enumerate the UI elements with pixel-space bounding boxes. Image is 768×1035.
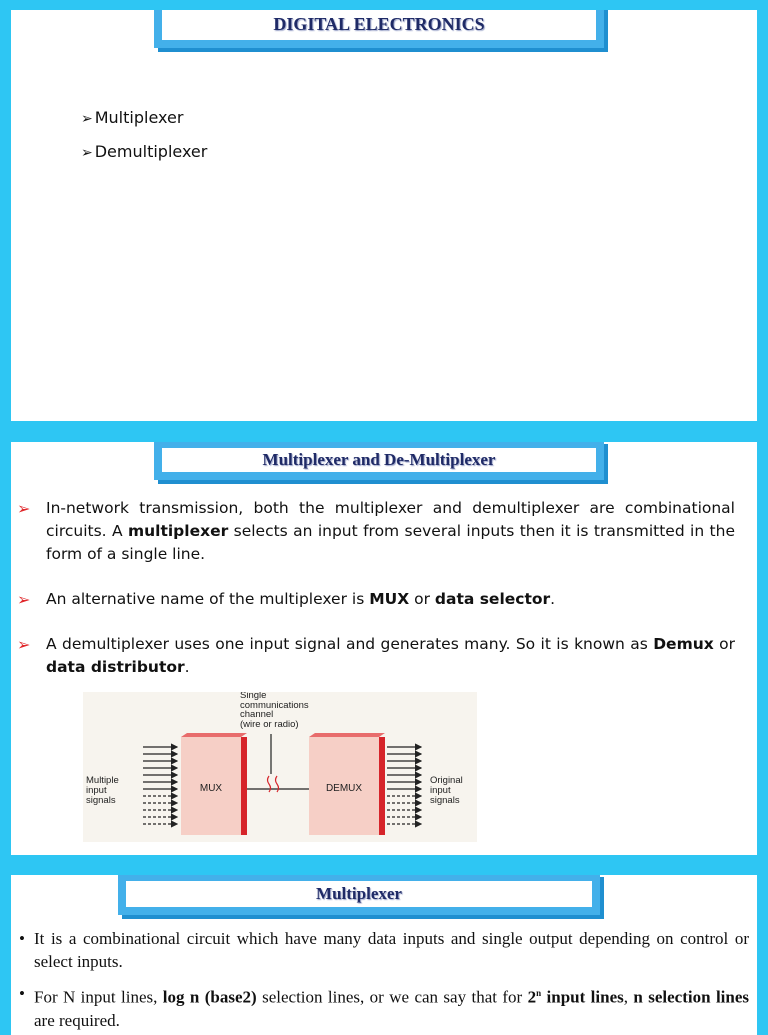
arrow-bullet-icon: ➢: [81, 111, 93, 127]
list-item: • It is a combinational circuit which have many data inputs and single output depending on control or select inputs.: [19, 929, 749, 971]
channel-label-3: channel: [240, 709, 274, 720]
bullet-dot-icon: •: [19, 984, 25, 1003]
list-item: ➢ A demultiplexer uses one input signal and generates many. So it is known as Demux or data distributor.: [17, 635, 735, 676]
right-label-2: input: [430, 785, 451, 796]
slide-title: Multiplexer: [118, 875, 600, 915]
mux-demux-diagram: [83, 692, 477, 842]
arrow-bullet-icon: ➢: [17, 635, 31, 654]
bullet-dot-icon: •: [19, 929, 25, 948]
channel-label-1: Single: [240, 692, 267, 701]
input-arrows: [143, 747, 177, 824]
topic-list: [81, 108, 207, 176]
list-item: • For N input lines, log n (base2) selection lines, or we can say that for 2$^n$ input lines, n selection lines are required.: [19, 984, 750, 1030]
bullet-list: [19, 927, 749, 1035]
slide-multiplexer: [11, 875, 757, 1035]
left-label-2: input: [86, 785, 107, 796]
channel-label-2: communications: [240, 700, 309, 711]
mux-label: MUX: [199, 783, 223, 794]
slide-title: DIGITAL ELECTRONICS: [154, 10, 604, 48]
list-item: ➢ Multiplexer: [81, 108, 184, 127]
slide-title: Multiplexer and De-Multiplexer: [154, 442, 604, 480]
arrow-bullet-icon: ➢: [81, 145, 93, 161]
slide-digital-electronics: [11, 10, 757, 421]
arrow-bullet-icon: ➢: [17, 590, 31, 609]
left-label-1: Multiple: [86, 775, 119, 786]
bullet-list: [17, 497, 735, 701]
demux-label: DEMUX: [325, 783, 363, 794]
right-label-1: Original: [430, 775, 463, 786]
output-arrows: [387, 747, 421, 824]
arrow-bullet-icon: ➢: [17, 499, 31, 518]
list-item: ➢ An alternative name of the multiplexer is MUX or data selector.: [17, 590, 556, 609]
list-item: ➢ Demultiplexer: [81, 142, 208, 161]
channel-label-4: (wire or radio): [240, 719, 299, 730]
list-item: ➢ In-network transmission, both the multiplexer and demultiplexer are combinational circuits. A multiplexer selects an input from several inputs then it is transmitted in the form of a single line.: [17, 499, 735, 563]
left-label-3: signals: [86, 795, 116, 806]
slide-mux-demux: [11, 442, 757, 855]
right-label-3: signals: [430, 795, 460, 806]
